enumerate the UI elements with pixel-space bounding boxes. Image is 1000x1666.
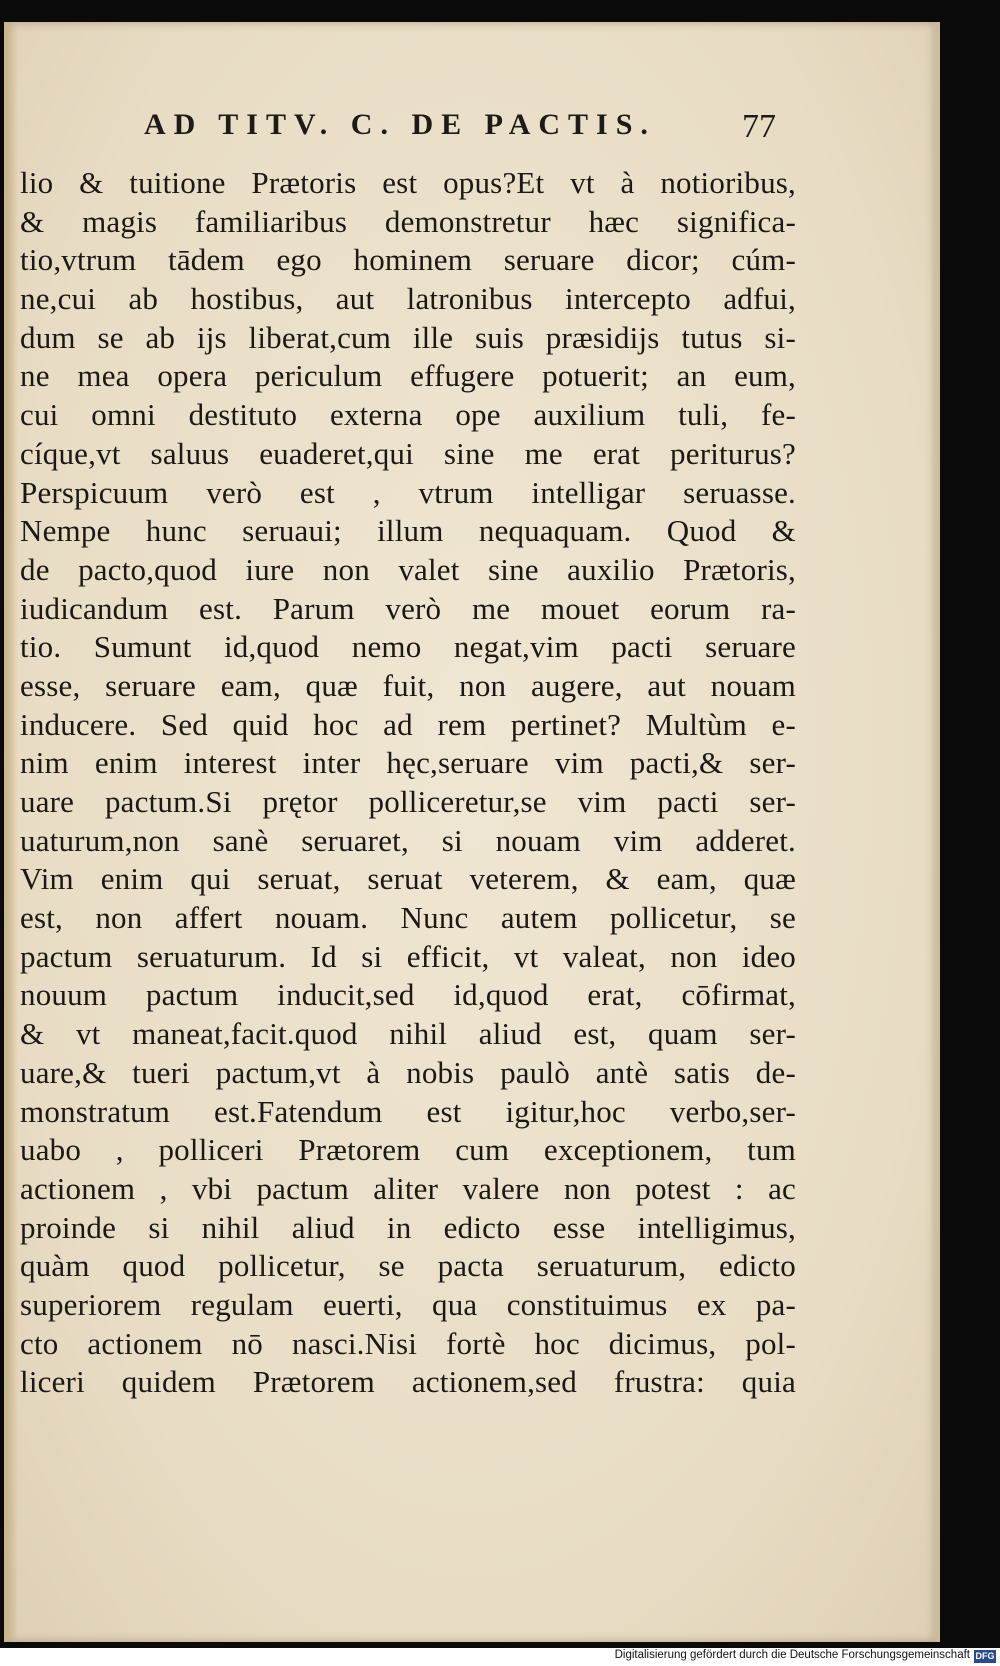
text-line: proinde si nihil aliud in edicto esse intelligimus,	[20, 1209, 796, 1245]
text-line: Perspicuum verò est , vtrum intelligar seruasse.	[20, 474, 796, 510]
page-gutter-shadow	[4, 22, 18, 1642]
text-line: esse, seruare eam, quæ fuit, non augere, aut nouam	[20, 667, 796, 703]
text-line: liceri quidem Prætorem actionem,sed frustra: quia	[20, 1364, 796, 1400]
text-line: actionem , vbi pactum aliter valere non potest : ac	[20, 1170, 796, 1206]
text-line: ne mea opera periculum effugere potuerit; an eum,	[20, 358, 796, 394]
text-line: uabo , polliceri Prætorem cum exceptionem, tum	[20, 1132, 796, 1168]
text-line: nouum pactum inducit,sed id,quod erat, cōfirmat,	[20, 977, 796, 1013]
text-line: Nempe hunc seruaui; illum nequaquam. Quod &	[20, 513, 796, 549]
text-line: tio. Sumunt id,quod nemo negat,vim pacti seruare	[20, 629, 796, 665]
text-line: cíque,vt saluus euaderet,qui sine me erat periturus?	[20, 435, 796, 471]
text-line: monstratum est.Fatendum est igitur,hoc verbo,ser-	[20, 1093, 796, 1129]
text-line: Vim enim qui seruat, seruat veterem, & eam, quæ	[20, 861, 796, 897]
page-edge-shadow	[930, 22, 940, 1642]
text-line: nim enim interest inter hęc,seruare vim pacti,& ser-	[20, 745, 796, 781]
footer-bar	[0, 1648, 1000, 1666]
text-line: cui omni destituto externa ope auxilium tuli, fe-	[20, 397, 796, 433]
text-line: lio & tuitione Prætoris est opus?Et vt à notioribus,	[20, 165, 796, 200]
text-line: pactum seruaturum. Id si efficit, vt valeat, non ideo	[20, 938, 796, 974]
text-line: de pacto,quod iure non valet sine auxilio Prætoris,	[20, 551, 796, 587]
text-line: quàm quod pollicetur, se pacta seruaturum, edicto	[20, 1248, 796, 1284]
text-line: cto actionem nō nasci.Nisi fortè hoc dicimus, pol-	[20, 1325, 796, 1361]
text-line: & magis familiaribus demonstretur hæc significa-	[20, 203, 796, 239]
footer-credit: Digitalisierung gefördert durch die Deutsche Forschungsgemeinschaft	[614, 1649, 970, 1661]
body-text	[20, 164, 796, 1402]
running-head: AD TITV. C. DE PACTIS.	[144, 108, 656, 141]
text-line: iudicandum est. Parum verò me mouet eorum ra-	[20, 590, 796, 626]
text-line: ne,cui ab hostibus, aut latronibus intercepto adfui,	[20, 281, 796, 317]
text-line: superiorem regulam euerti, qua constituimus ex pa-	[20, 1286, 796, 1322]
text-line: inducere. Sed quid hoc ad rem pertinet? Multùm e-	[20, 706, 796, 742]
text-line: dum se ab ijs liberat,cum ille suis præsidijs tutus si-	[20, 319, 796, 355]
text-line: tio,vtrum tādem ego hominem seruare dicor; cúm-	[20, 242, 796, 278]
text-line: uaturum,non sanè seruaret, si nouam vim adderet.	[20, 822, 796, 858]
text-line: est, non affert nouam. Nunc autem pollicetur, se	[20, 900, 796, 936]
dfg-logo-icon: DFG	[975, 1651, 995, 1661]
page-number: 77	[742, 108, 776, 145]
text-line: uare,& tueri pactum,vt à nobis paulò antè satis de-	[20, 1054, 796, 1090]
text-line: uare pactum.Si prętor polliceretur,se vim pacti ser-	[20, 784, 796, 819]
book-page	[4, 22, 940, 1642]
text-line: & vt maneat,facit.quod nihil aliud est, quam ser-	[20, 1016, 796, 1052]
